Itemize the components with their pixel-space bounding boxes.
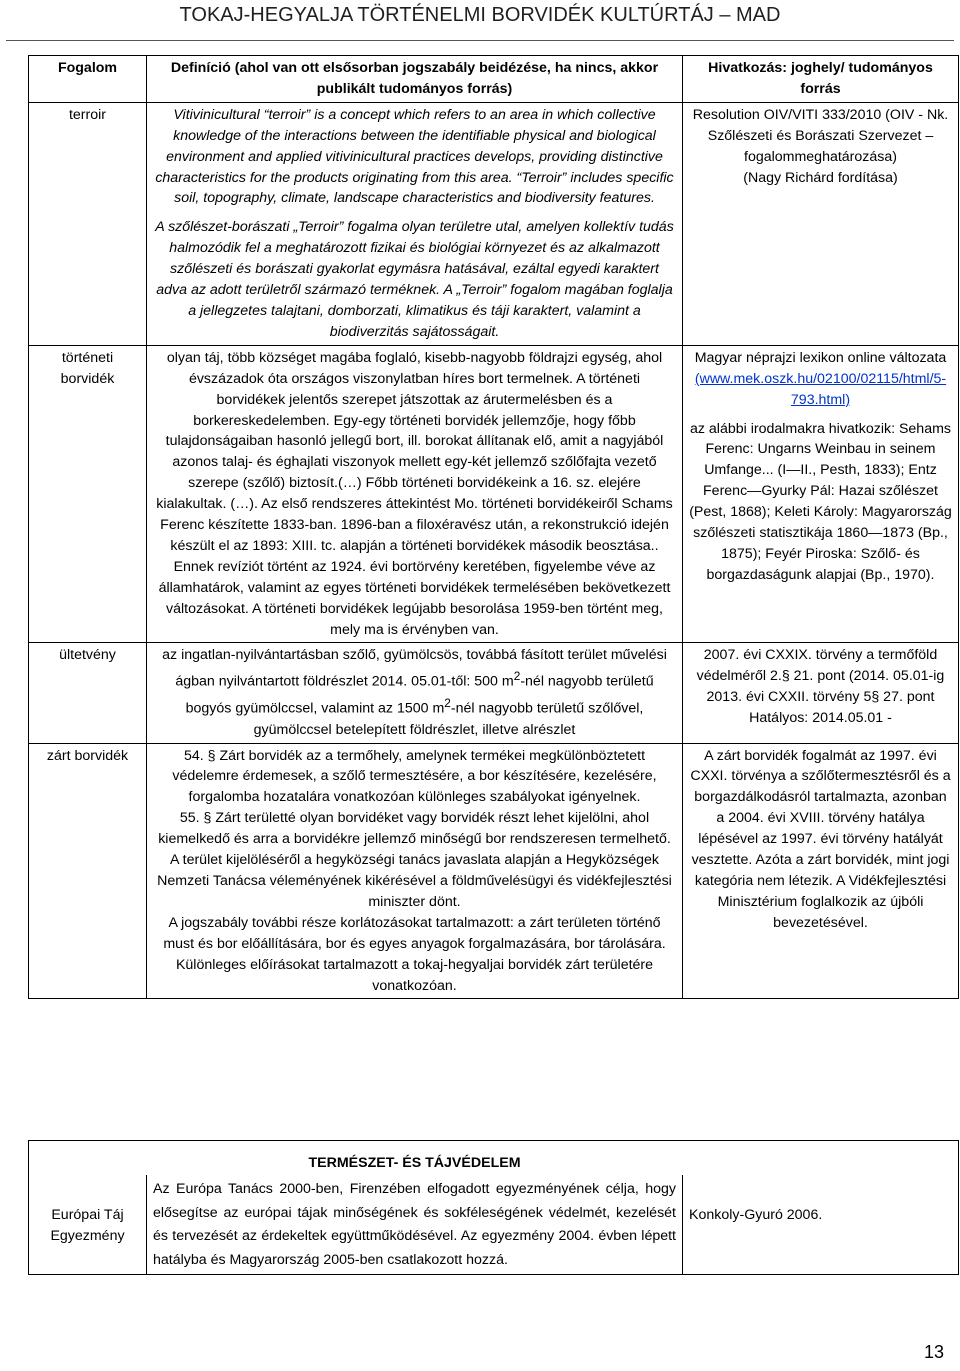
page-number: 13: [923, 1342, 944, 1362]
term-ultetveny: ültetvény: [29, 643, 147, 743]
reference-tortbor-literature: az alábbi irodalmakra hivatkozik: Sehams Ferenc: Ungarns Weinbau in seinem Umfange... (I—II., Pesth, 1833); Entz Ferenc—Gyurky Pál: Hazai szőlészet (Pest, 1868); Keleti Károly: Magyarország szőlészeti statisztikája 1860—1873 (Bp., 1875); Feyér Piroska: Szőlő- és borgazdaságunk alapjai (Bp., 1970).: [689, 420, 952, 583]
section-title: TERMÉSZET- ÉS TÁJVÉDELEM: [308, 1155, 521, 1171]
reference-terroir-source: Resolution OIV/VITI 333/2010 (OIV - Nk. Szőlészeti és Borászati Szervezet – fogalommeghatározása): [692, 106, 949, 165]
definition-terroir-en: Vitivinicultural “terroir” is a concept which refers to an area in which collective knowledge of the interactions between the identifiable physical and biological environment and applied vitivinicultural practices develops, providing distinctive characteristics for the products originating from this area. “Terroir” includes specific soil, topography, climate, landscape characteristics and biodiversity features.: [155, 106, 674, 207]
term-terroir: terroir: [29, 102, 147, 345]
definition-european-landscape-text: Az Európa Tanács 2000-ben, Firenzében elfogadott egyezményének célja, hogy elősegítse az európai tájak minőségének és sokféleségének védelmét, kezelését és tervezését az érdekeltek együttműködésével. Az egyezmény 2004. évben lépett hatályba és Magyarország 2005-ben csatlakozott hozzá.: [153, 1180, 676, 1268]
table-row: [29, 743, 959, 999]
definition-european-landscape: [147, 1155, 683, 1275]
definition-terroir: [147, 102, 683, 345]
col-header-term: Fogalom: [29, 56, 147, 103]
definition-ultetveny-c: -nél nagyobb területű szőlővel, gyümölccsel betelepített földrészlet, illetve alrészlet: [253, 700, 644, 738]
header-divider: [6, 40, 954, 41]
table-header-row: [29, 56, 959, 103]
reference-tortbor: [683, 345, 959, 643]
col-header-definition: Definíció (ahol van ott elsősorban jogszabály beidézése, ha nincs, akkor publikált tudományos forrás): [147, 56, 683, 103]
reference-ultetveny: 2007. évi CXXIX. törvény a termőföld védelméről 2.§ 21. pont (2014. 05.01-ig 2013. évi CXXII. törvény 5§ 27. pont Hatályos: 2014.05.01 -: [683, 643, 959, 743]
definition-ultetveny: [147, 643, 683, 743]
definition-zart-p1: 54. § Zárt borvidék az a termőhely, amelynek termékei megkülönböztetett védelemre érdemesek, a szőlő termesztésére, a bor készítésére, kezelésére, forgalomba hozatalára vonatkozóan különleges szabályokat igényelnek.: [172, 747, 657, 806]
reference-zart: A zárt borvidék fogalmát az 1997. évi CXXI. törvénya a szőlőtermesztésről és a borgazdálkodásról tartalmazta, azonban a 2004. évi XVIII. törvény hatálya lépésével az 1997. évi törvény hatályát vesztette. Azóta a zárt borvidék, mint jogi kategória nem létezik. A Vidékfejlesztési Minisztérium foglalkozik az újbóli bevezetésével.: [683, 743, 959, 999]
running-header: TOKAJ-HEGYALJA TÖRTÉNELMI BORVIDÉK KULTÚRTÁJ – MAD: [179, 4, 781, 26]
table-row: [29, 643, 959, 743]
table-row: [29, 1175, 959, 1275]
definition-terroir-hu: A szőlészet-borászati „Terroir” fogalma olyan területre utal, amelyen kollektív tudás halmozódik fel a meghatározott fizikai és biológiai környezet és az alkalmazott szőlészeti és borászati gyakorlat egymásra hatásával, ezáltal egyedi karaktert adva az adott területről származó terméknek. A „Terroir” fogalom magában foglalja a jellegzetes talajtani, domborzati, klimatikus és táji karaktert, valamint a biodiverzitás sajátosságait.: [155, 219, 674, 340]
nature-protection-table: [28, 1140, 959, 1275]
superscript: 2: [444, 696, 451, 711]
table-row: [29, 345, 959, 643]
reference-terroir: [683, 102, 959, 345]
definition-ultetveny-a: az ingatlan-nyilvántartásban szőlő, gyümölcsös, továbbá fásított terület művelési ágban nyilvántartott földrészlet 2014. 05.01-től: 500 m: [162, 647, 667, 691]
reference-tortbor-source: Magyar néprajzi lexikon online változata: [694, 349, 947, 366]
definition-zart-p2: 55. § Zárt területté olyan borvidéket vagy borvidék részt lehet kijelölni, ahol kiemelkedő és arra a borvidékre jellemző minőségű bor rendszeresen termelhető. A terület kijelöléséről a hegyközségi tanács javaslata alapján a Hegyközségek Nemzeti Tanácsa véleményének kikérésével a földművelésügyi és vidékfejlesztési miniszter dönt.: [157, 810, 672, 910]
term-european-landscape: Európai Táj Egyezmény: [29, 1175, 147, 1275]
term-tortbor: történeti borvidék: [29, 345, 147, 643]
term-zart: zárt borvidék: [29, 743, 147, 999]
definitions-table: [28, 55, 959, 999]
superscript: 2: [513, 669, 521, 684]
definition-zart-p3: A jogszabály további része korlátozásokat tartalmazott: a zárt területen történő must és bor előállítására, bor és egyes anyagok forgalmazására, bor tárolására. Különleges előírásokat tartalmazott a tokaj-hegyaljai borvidék zárt területére vonatkozóan.: [163, 914, 666, 994]
reference-tortbor-link[interactable]: (www.mek.oszk.hu/02100/02115/html/5-793.html): [694, 370, 947, 408]
table-row: [29, 102, 959, 345]
definition-ultetveny-b: -nél nagyobb területű bogyós gyümölccsel, valamint az 1500 m: [185, 674, 654, 717]
definition-tortbor: olyan táj, több községet magába foglaló, kisebb-nagyobb földrajzi egység, ahol évszázadok óta országos viszonylatban híres bort termelnek. A történeti borvidékek jelentős szerepet játszottak az árutermelésben és a borkereskedelemben. Egy-egy történeti borvidék jellemzője, hogy főbb tulajdonságaiban hasonló jellegű bort, ill. borokat állítanak elő, amit a nagyjából azonos talaj- és éghajlati viszonyok mellett egy-két jellemző szőlőfajta vezető szerepe (szőlő) biztosít.(…) Főbb történeti borvidékeink a 16. sz. elejére kialakultak. (…). Az első rendszeres áttekintést Mo. történeti borvidékeiről Schams Ferenc készítette 1833-ban. 1896-ban a filoxéravész után, a rekonstrukció idején készült el az 1893: XIII. tc. alapján a történeti borvidékek második beosztása.. Ennek revíziót történt az 1924. évi bortörvény keretében, figyelembe véve az államhatárok, valamint az egyes történeti borvidékek termelésében bekövetkezett változásokat. A történeti borvidékek legújabb besorolása 1959-ben történt meg, mely ma is érvényben van.: [147, 345, 683, 643]
definition-zart: [147, 743, 683, 999]
reference-terroir-translator: (Nagy Richárd fordítása): [743, 169, 898, 186]
reference-european-landscape: Konkoly-Gyuró 2006.: [683, 1175, 959, 1275]
col-header-reference: Hivatkozás: joghely/ tudományos forrás: [683, 56, 959, 103]
